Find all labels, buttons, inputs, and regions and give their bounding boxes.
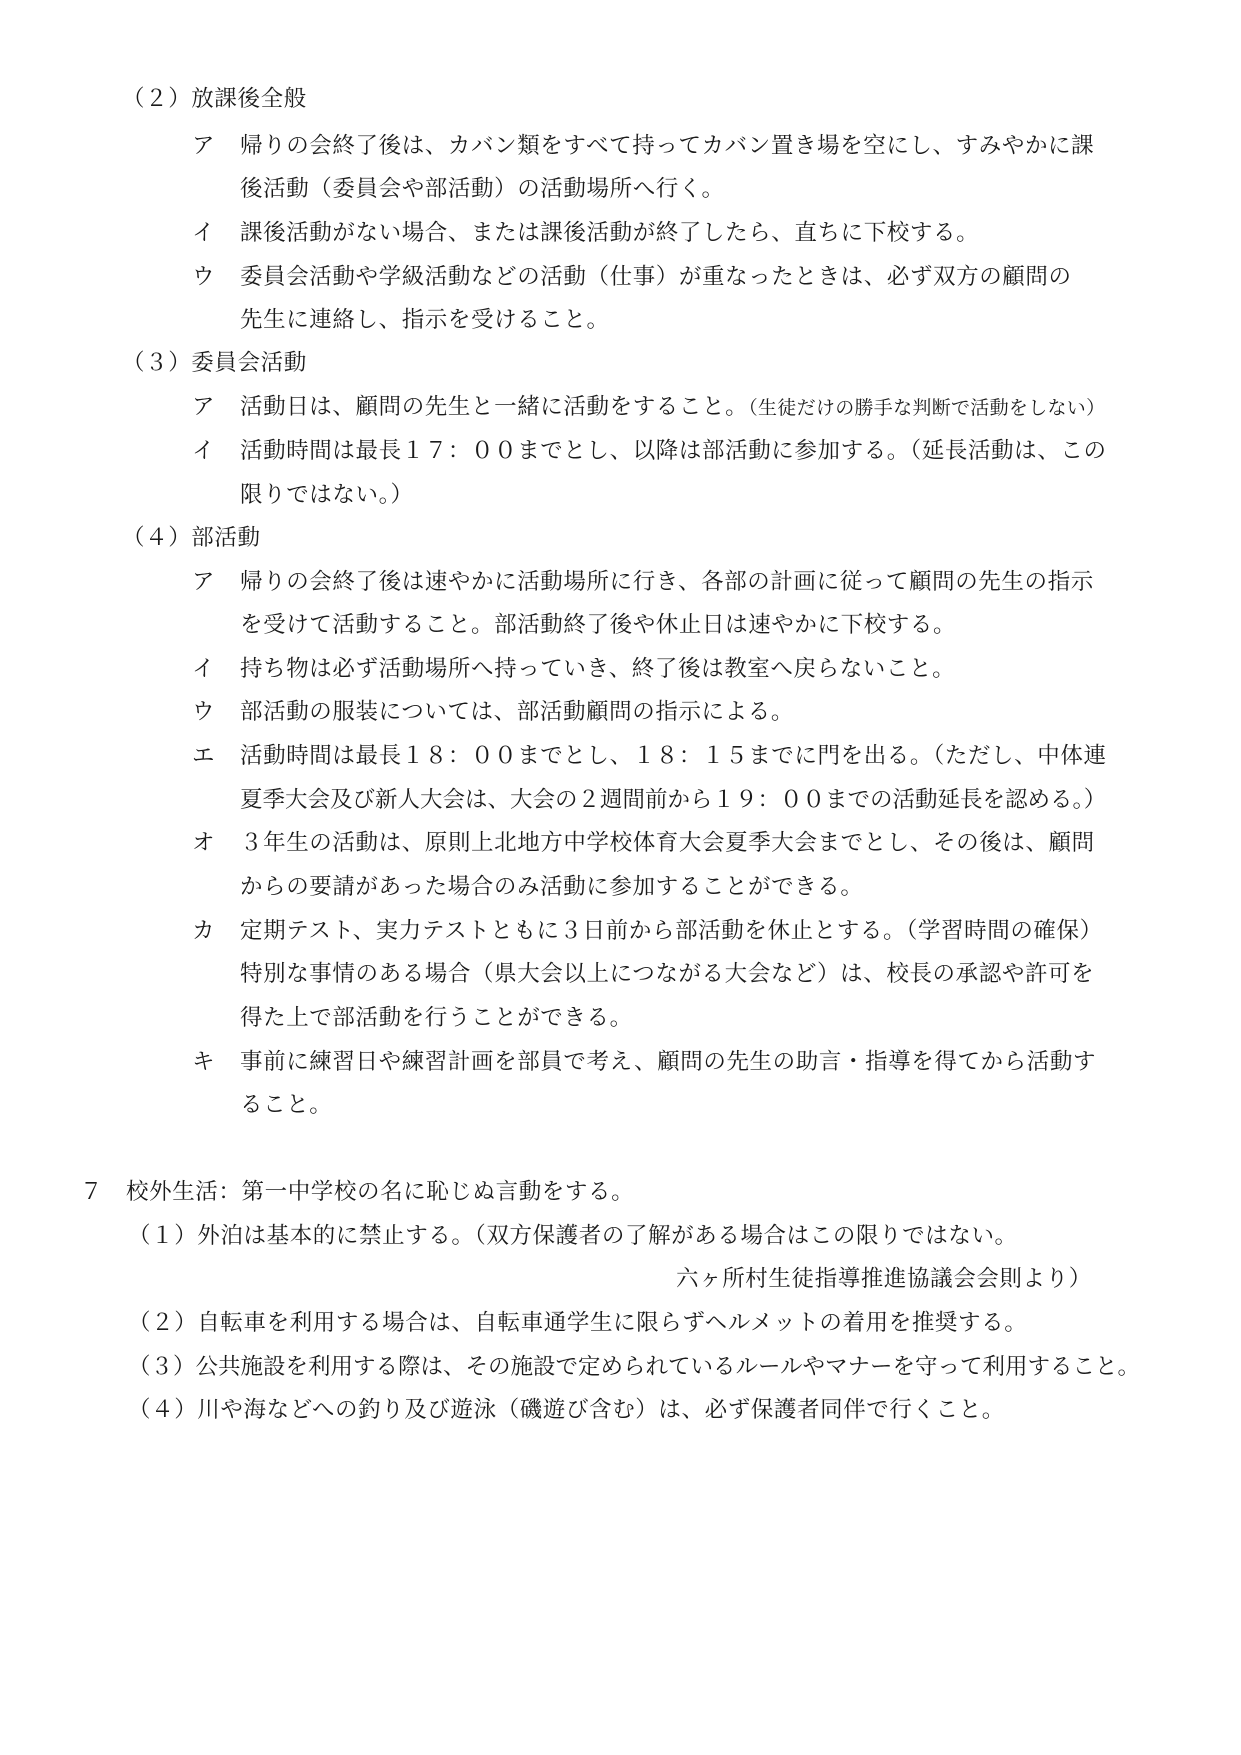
item-text-continued: 得た上で部活動を行うことができる。 xyxy=(240,1005,633,1031)
list-item xyxy=(192,392,1105,423)
list-item xyxy=(192,218,979,248)
section-title: 校外生活：第一中学校の名に恥じぬ言動をする。 xyxy=(126,1179,635,1205)
item-label: オ xyxy=(192,830,216,856)
item-text: ３年生の活動は、原則上北地方中学校体育大会夏季大会までとし、その後は、顧問 xyxy=(240,830,1095,856)
item-label: ウ xyxy=(192,699,216,725)
item-text: 持ち物は必ず活動場所へ持っていき、終了後は教室へ戻らないこと。 xyxy=(240,656,956,682)
item-text-continued: 六ヶ所村生徒指導推進協議会会則より） xyxy=(676,1266,1092,1292)
section-heading-7 xyxy=(80,1177,634,1207)
item-label: ア xyxy=(192,394,216,420)
list-item xyxy=(192,828,1095,858)
item-text: 委員会活動や学級活動などの活動（仕事）が重なったときは、必ず双方の顧問の xyxy=(240,264,1072,290)
item-text-continued: を受けて活動すること。部活動終了後や休止日は速やかに下校する。 xyxy=(240,612,957,638)
item-text-continued: からの要請があった場合のみ活動に参加することができる。 xyxy=(240,874,864,900)
item-text: 部活動の服装については、部活動顧問の指示による。 xyxy=(240,699,794,725)
item-text-continued: ること。 xyxy=(240,1092,333,1118)
item-text: 事前に練習日や練習計画を部員で考え、顧問の先生の助言・指導を得てから活動す xyxy=(240,1049,1097,1075)
item-label: ア xyxy=(192,133,216,159)
item-text: 帰りの会終了後は速やかに活動場所に行き、各部の計画に従って顧問の先生の指示 xyxy=(240,569,1094,595)
item-text-continued: 先生に連絡し、指示を受けること。 xyxy=(240,307,610,333)
item-text-continued: 限りではない。） xyxy=(240,482,414,508)
list-item: （４）川や海などへの釣り及び遊泳（磯遊び含む）は、必ず保護者同伴で行くこと。 xyxy=(128,1397,1005,1423)
item-label: イ xyxy=(192,656,216,682)
item-text: 定期テスト、実力テストともに３日前から部活動を休止とする。（学習時間の確保） xyxy=(240,918,1103,944)
item-note: （生徒だけの勝手な判断で活動をしない） xyxy=(748,397,1106,419)
item-label: カ xyxy=(192,918,216,944)
item-text: 活動時間は最長１７：００までとし、以降は部活動に参加する。（延長活動は、この xyxy=(240,438,1107,464)
list-item xyxy=(192,654,955,684)
list-item: （２）自転車を利用する場合は、自転車通学生に限らずヘルメットの着用を推奨する。 xyxy=(128,1310,1028,1336)
section-number: ７ xyxy=(80,1179,104,1205)
list-item: （３）公共施設を利用する際は、その施設で定められているルールやマナーを守って利用すること。 xyxy=(128,1354,1141,1380)
item-label: イ xyxy=(192,438,216,464)
item-label: キ xyxy=(192,1049,216,1075)
list-item xyxy=(192,1047,1096,1077)
list-item xyxy=(192,436,1107,466)
item-text: 活動日は、顧問の先生と一緒に活動をすること。 xyxy=(240,394,749,420)
item-text-continued: 夏季大会及び新人大会は、大会の２週間前から１９：００までの活動延長を認める。） xyxy=(240,787,1107,813)
item-label: イ xyxy=(192,220,216,246)
section-heading-3: （３）委員会活動 xyxy=(122,350,307,376)
list-item xyxy=(192,131,1094,161)
item-label: ウ xyxy=(192,264,216,290)
item-text: 活動時間は最長１８：００までとし、１８：１５までに門を出る。（ただし、中体連 xyxy=(240,743,1107,769)
list-item xyxy=(192,262,1072,292)
list-item: （１）外泊は基本的に禁止する。（双方保護者の了解がある場合はこの限りではない。 xyxy=(128,1223,1018,1249)
list-item xyxy=(192,697,794,727)
section-heading-4: （４）部活動 xyxy=(122,525,261,551)
section-heading-2: （２）放課後全般 xyxy=(122,86,307,112)
item-label: エ xyxy=(192,743,216,769)
list-item xyxy=(192,741,1107,771)
list-item xyxy=(192,916,1103,946)
list-item xyxy=(192,567,1094,597)
item-text-continued: 特別な事情のある場合（県大会以上につながる大会など）は、校長の承認や許可を xyxy=(240,961,1095,987)
item-text: 帰りの会終了後は、カバン類をすべて持ってカバン置き場を空にし、すみやかに課 xyxy=(240,133,1095,159)
item-label: ア xyxy=(192,569,216,595)
item-text-continued: 後活動（委員会や部活動）の活動場所へ行く。 xyxy=(240,176,725,202)
item-text: 課後活動がない場合、または課後活動が終了したら、直ちに下校する。 xyxy=(240,220,980,246)
